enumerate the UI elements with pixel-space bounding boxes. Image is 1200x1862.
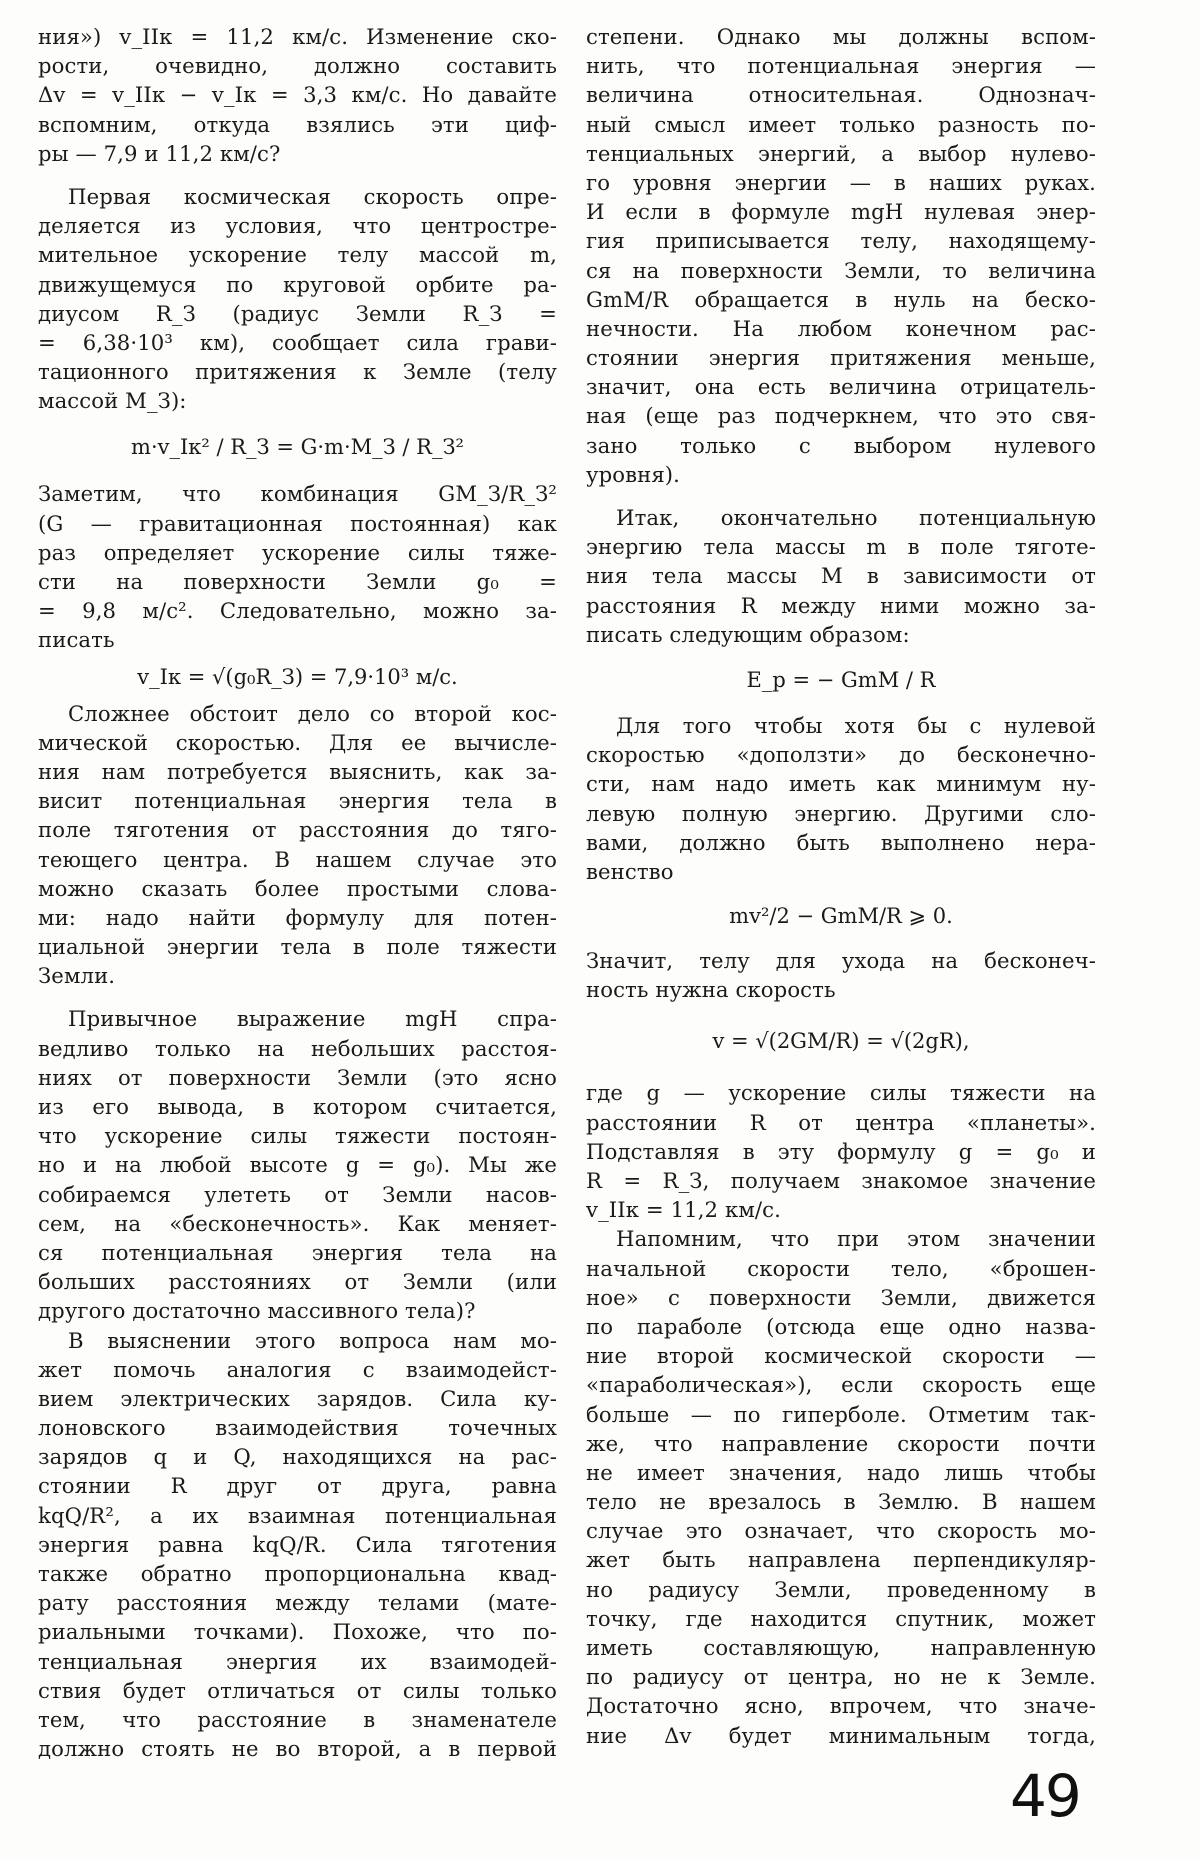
paragraph xyxy=(38,1326,557,1764)
text-line: ведливо только на небольших расстоя- xyxy=(38,1035,557,1061)
text-line: тенциальная энергия их взаимодей- xyxy=(38,1648,557,1674)
text-line: скоростью «доползти» до бесконечно- xyxy=(586,742,1096,768)
text-line: ность нужна скорость xyxy=(586,977,836,1003)
text-line: рости, очевидно, должно составить xyxy=(38,53,557,79)
text-line: мической скоростью. Для ее вычисле- xyxy=(38,729,557,755)
text-line: ниях от поверхности Земли (это ясно xyxy=(38,1064,557,1090)
text-line: GmM/R обращается в нуль на беско- xyxy=(586,286,1096,312)
formula-text: m·v_Iк² / R_З = G·m·M_З / R_З² xyxy=(131,435,464,460)
text-line: начальной скорости тело, «брошен- xyxy=(586,1255,1096,1281)
text-line: венство xyxy=(586,858,674,884)
formula-escape-velocity xyxy=(586,1004,1096,1078)
formula-centripetal xyxy=(38,415,557,479)
paragraph xyxy=(586,946,1096,1004)
text-line: тенциальных энергий, а выбор нулево- xyxy=(586,140,1096,166)
paragraph xyxy=(38,1004,557,1325)
text-line: R = R_З, получаем знакомое значение xyxy=(586,1168,1096,1193)
text-line: по параболе (отсюда еще одно назва- xyxy=(586,1313,1096,1339)
text-line: но и на любой высоте g = g₀). Мы же xyxy=(38,1152,557,1178)
text-line: расстояния R между ними можно за- xyxy=(586,592,1096,618)
text-line: Сложнее обстоит дело со второй кос- xyxy=(68,700,557,726)
formula-text: v = √(2GM/R) = √(2gR), xyxy=(712,1029,970,1054)
text-line: писать следующим образом: xyxy=(586,621,910,647)
text-line: энергия равна kqQ/R. Сила тяготения xyxy=(38,1531,557,1557)
text-line: где g — ускорение силы тяжести на xyxy=(586,1080,1096,1106)
text-line: иметь составляющую, направленную xyxy=(586,1635,1096,1660)
text-line: ние Δv будет минимальным тогда, xyxy=(586,1722,1096,1748)
text-line: энергию тела массы m в поле тяготе- xyxy=(586,534,1096,560)
text-line: ная (еще раз подчеркнем, что это свя- xyxy=(586,403,1096,429)
text-line: сем, на «бесконечность». Как меняет- xyxy=(38,1210,557,1236)
text-line: = 9,8 м/с². Следовательно, можно за- xyxy=(38,598,557,624)
text-line: степени. Однако мы должны вспом- xyxy=(586,24,1096,49)
text-line: должно стоять не во второй, а в первой xyxy=(38,1736,557,1762)
text-line: сти, нам надо иметь как минимум ну- xyxy=(586,771,1096,797)
text-line: жет быть направлена перпендикуляр- xyxy=(586,1547,1096,1573)
text-line: зано только с выбором нулевого xyxy=(586,432,1096,458)
text-line: v_IIк = 11,2 км/с. xyxy=(586,1197,781,1223)
text-line: что ускорение силы тяжести постоян- xyxy=(38,1123,557,1149)
text-line: ние второй космической скорости — xyxy=(586,1343,1096,1369)
text-line: висит потенциальная энергия тела в xyxy=(38,788,557,814)
text-line: ния») v_IIк = 11,2 км/с. Изменение ско- xyxy=(38,24,557,49)
text-line: Подставляя в эту формулу g = g₀ и xyxy=(586,1138,1096,1164)
text-line: циальной энергии тела в поле тяжести xyxy=(38,934,557,960)
text-line: Заметим, что комбинация GM_З/R_З² xyxy=(38,481,557,507)
text-line: гия приписывается телу, находящему- xyxy=(586,228,1096,254)
text-line: В выяснении этого вопроса нам мо- xyxy=(68,1327,557,1353)
text-line: лоновского взаимодействия точечных xyxy=(38,1415,557,1441)
text-line: деляется из условия, что центростре- xyxy=(38,213,557,239)
text-line: вием электрических зарядов. Сила ку- xyxy=(38,1385,557,1411)
text-line: из его вывода, в котором считается, xyxy=(38,1094,557,1119)
paragraph xyxy=(38,182,557,416)
text-line: нить, что потенциальная энергия — xyxy=(586,53,1096,79)
text-line: сти на поверхности Земли g₀ = xyxy=(38,569,557,594)
paragraph xyxy=(586,1224,1096,1749)
formula-text: v_Iк = √(g₀R_З) = 7,9·10³ м/с. xyxy=(137,664,458,689)
text-line: больших расстояниях от Земли (или xyxy=(38,1269,557,1295)
text-line: раз определяет ускорение силы тяже- xyxy=(38,539,557,565)
paragraph xyxy=(38,479,557,654)
text-line: писать xyxy=(38,627,115,653)
text-line: тело не врезалось в Землю. В нашем xyxy=(586,1489,1096,1515)
text-line: ния тела массы M в зависимости от xyxy=(586,563,1096,589)
text-line: тационного притяжения к Земле (телу xyxy=(38,359,557,385)
text-line: ное» с поверхности Земли, движется xyxy=(586,1284,1096,1310)
paragraph xyxy=(38,22,557,168)
text-line: не имеет значения, надо лишь чтобы xyxy=(586,1459,1096,1485)
text-line: ствия будет отличаться от силы только xyxy=(38,1677,557,1703)
text-line: левую полную энергию. Другими сло- xyxy=(586,800,1096,826)
paragraph xyxy=(38,699,557,991)
text-line: Первая космическая скорость опре- xyxy=(68,183,557,209)
text-line: значит, она есть величина отрицатель- xyxy=(586,374,1096,400)
text-line: kqQ/R², а их взаимная потенциальная xyxy=(38,1502,557,1528)
text-line: Напомним, что при этом значении xyxy=(616,1226,1096,1252)
text-line: поле тяготения от расстояния до тяго- xyxy=(38,817,557,843)
text-line: массой M_З): xyxy=(38,388,187,414)
text-line: ми: надо найти формулу для потен- xyxy=(38,904,557,930)
text-line: Итак, окончательно потенциальную xyxy=(616,505,1096,530)
formula-energy-inequality xyxy=(586,886,1096,946)
formula-potential-energy xyxy=(586,649,1096,711)
text-line: но радиусу Земли, проведенному в xyxy=(586,1576,1096,1602)
text-line: вами, должно быть выполнено нера- xyxy=(586,829,1096,855)
left-column xyxy=(38,22,557,1763)
text-line: случае это означает, что скорость мо- xyxy=(586,1518,1096,1544)
text-line: теющего центра. В нашем случае это xyxy=(38,846,557,872)
text-line: расстоянии R от центра «планеты». xyxy=(586,1109,1096,1135)
text-line: другого достаточно массивного тела)? xyxy=(38,1298,476,1324)
text-line: также обратно пропорциональна квад- xyxy=(38,1561,557,1586)
text-line: стоянии R друг от друга, равна xyxy=(38,1473,557,1499)
text-line: (G — гравитационная постоянная) как xyxy=(38,510,557,536)
text-line: «параболическая»), если скорость еще xyxy=(586,1372,1096,1398)
text-line: можно сказать более простыми слова- xyxy=(38,875,557,901)
text-line: Достаточно ясно, впрочем, что значе- xyxy=(586,1693,1096,1719)
text-line: по радиусу от центра, но не к Земле. xyxy=(586,1664,1096,1690)
text-line: рату расстояния между телами (мате- xyxy=(38,1590,557,1616)
page-number: 49 xyxy=(1010,1762,1080,1830)
text-line: И если в формуле mgH нулевая энер- xyxy=(586,199,1096,225)
paragraph xyxy=(586,711,1096,886)
text-line: стоянии энергия притяжения меньше, xyxy=(586,345,1096,371)
text-line: уровня). xyxy=(586,461,681,487)
text-line: же, что направление скорости почти xyxy=(586,1430,1096,1456)
text-line: диусом R_З (радиус Земли R_З = xyxy=(38,300,557,326)
formula-text: mv²/2 − GmM/R ⩾ 0. xyxy=(729,904,953,929)
text-line: зарядов q и Q, находящихся на рас- xyxy=(38,1444,557,1470)
paragraph xyxy=(586,1078,1096,1224)
text-line: нечности. На любом конечном рас- xyxy=(586,315,1096,341)
text-line: ный смысл имеет только разность по- xyxy=(586,111,1096,137)
text-line: го уровня энергии — в наших руках. xyxy=(586,169,1096,195)
text-line: ры — 7,9 и 11,2 км/с? xyxy=(38,140,281,166)
text-line: движущемуся по круговой орбите ра- xyxy=(38,271,557,297)
text-line: вспомним, откуда взялись эти циф- xyxy=(38,111,557,137)
paragraph xyxy=(586,503,1096,649)
text-line: жет помочь аналогия с взаимодейст- xyxy=(38,1356,557,1382)
text-line: Для того чтобы хотя бы с нулевой xyxy=(616,712,1096,738)
text-line: величина относительная. Однознач- xyxy=(586,82,1096,108)
formula-first-cosmic-velocity xyxy=(38,655,557,699)
text-line: Земли. xyxy=(38,963,116,989)
text-line: ся на поверхности Земли, то величина xyxy=(586,257,1096,283)
text-line: Значит, телу для ухода на бесконеч- xyxy=(586,948,1096,974)
text-line: ния нам потребуется выяснить, как за- xyxy=(38,758,557,784)
text-line: больше — по гиперболе. Отметим так- xyxy=(586,1401,1096,1427)
text-line: собираемся улететь от Земли насов- xyxy=(38,1181,557,1207)
text-line: тем, что расстояние в знаменателе xyxy=(38,1706,557,1732)
right-column xyxy=(586,22,1096,1750)
paragraph xyxy=(586,22,1096,489)
text-line: = 6,38·10³ км), сообщает сила грави- xyxy=(38,329,557,355)
text-line: точку, где находится спутник, может xyxy=(586,1605,1096,1631)
text-line: Привычное выражение mgH спра- xyxy=(68,1006,557,1032)
formula-text: E_p = − GmM / R xyxy=(746,667,936,692)
text-line: ся потенциальная энергия тела на xyxy=(38,1239,557,1265)
text-line: мительное ускорение телу массой m, xyxy=(38,242,557,268)
text-line: Δv = v_IIк − v_Iк = 3,3 км/с. Но давайте xyxy=(38,82,557,108)
text-line: риальными точками). Похоже, что по- xyxy=(38,1619,557,1645)
